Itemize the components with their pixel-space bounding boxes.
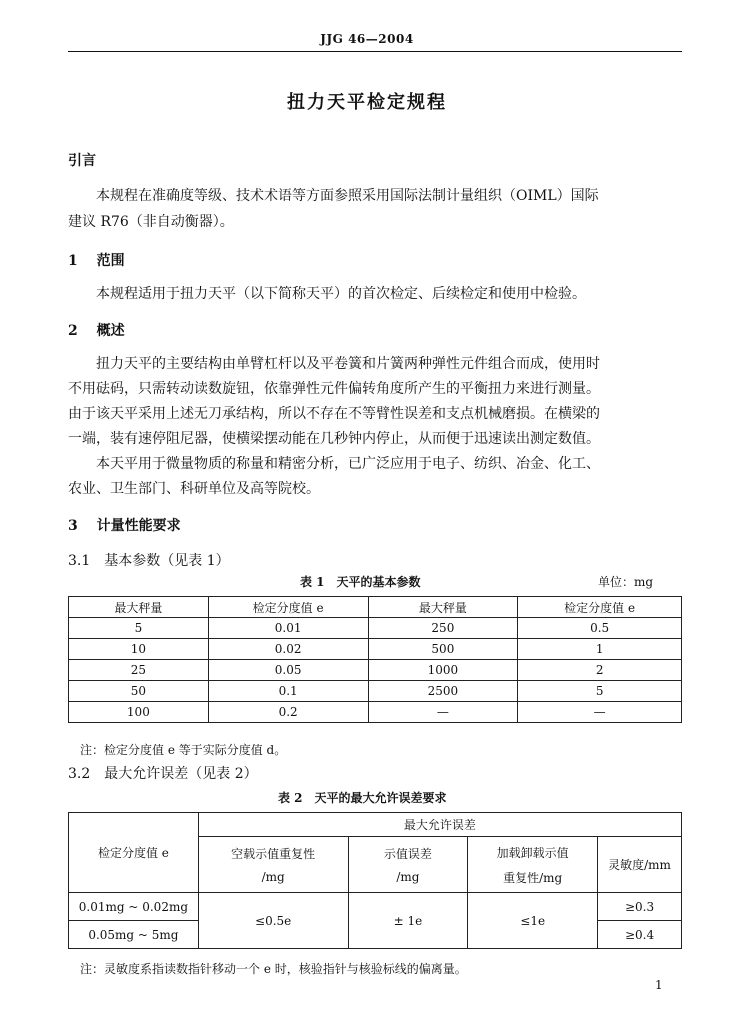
intro-heading: 引言	[68, 153, 96, 169]
table-row	[69, 813, 682, 837]
table-2-note: 注：灵敏度系指读数指针移动一个 e 时，核验指针与核验标线的偏离量。	[80, 962, 467, 976]
table-cell: ≥0.3	[598, 893, 682, 921]
table-cell: ± 1e	[348, 893, 468, 949]
table-1-caption: 表 1 天平的基本参数	[300, 575, 421, 589]
col-2-label-line-2: /mg	[396, 870, 420, 884]
table-1-note: 注：检定分度值 e 等于实际分度值 d。	[80, 743, 287, 757]
table-cell: 500	[368, 639, 518, 660]
table-cell: 50	[69, 681, 209, 702]
subsection-3-2: 3.2 最大允许误差（见表 2）	[68, 766, 258, 782]
col-1-label-line-1: 空载示值重复性	[231, 847, 316, 861]
table-header-cell: 检定分度值 e	[69, 813, 199, 893]
intro-line-1: 本规程在准确度等级、技术术语等方面参照采用国际法制计量组织（OIML）国际	[96, 188, 599, 204]
table-cell: 0.2	[208, 702, 368, 723]
table-1	[68, 596, 682, 723]
table-2	[68, 812, 682, 949]
table-row	[69, 660, 682, 681]
section-2-line-5: 本天平用于微量物质的称量和精密分析，已广泛应用于电子、纺织、冶金、化工、	[96, 456, 600, 472]
col-3-label-line-1: 加载卸载示值	[496, 845, 569, 860]
table-cell: 10	[69, 639, 209, 660]
section-2-title: 概述	[96, 323, 125, 339]
section-2-line-4: 一端，装有速停阻尼器，使横梁摆动能在几秒钟内停止，从而便于迅速读出测定数值。	[68, 431, 600, 447]
section-3-heading	[68, 515, 181, 535]
table-cell: ≥0.4	[598, 921, 682, 949]
table-row	[69, 893, 682, 921]
table-cell: 0.05mg ~ 5mg	[69, 921, 199, 949]
table-cell: 100	[69, 702, 209, 723]
table-1-unit: 单位：mg	[598, 575, 654, 589]
table-header-cell	[198, 837, 348, 893]
section-2-number: 2	[68, 323, 78, 339]
table-header-cell: 最大秤量	[69, 597, 209, 618]
section-3-number: 3	[68, 518, 78, 534]
header-rule	[68, 51, 682, 52]
table-cell: 1	[518, 639, 682, 660]
table-cell: 0.01	[208, 618, 368, 639]
running-header: JJG 46—2004	[320, 32, 414, 46]
section-1-title: 范围	[96, 253, 125, 269]
table-cell: 0.5	[518, 618, 682, 639]
table-header-cell: 灵敏度/mm	[598, 837, 682, 893]
table-cell: 2	[518, 660, 682, 681]
table-cell: 0.05	[208, 660, 368, 681]
section-2-line-2: 不用砝码，只需转动读数旋钮，依靠弹性元件偏转角度所产生的平衡扭力来进行测量。	[68, 381, 600, 397]
section-2-line-1: 扭力天平的主要结构由单臂杠杆以及平卷簧和片簧两种弹性元件组合而成，使用时	[96, 356, 600, 372]
table-header-cell: 最大允许误差	[198, 813, 681, 837]
table-cell: —	[518, 702, 682, 723]
table-2-caption: 表 2 天平的最大允许误差要求	[278, 791, 447, 805]
table-cell: —	[368, 702, 518, 723]
table-row	[69, 702, 682, 723]
table-header-cell: 检定分度值 e	[208, 597, 368, 618]
table-header-cell: 最大秤量	[368, 597, 518, 618]
table-cell: 0.1	[208, 681, 368, 702]
table-cell: 25	[69, 660, 209, 681]
table-row	[69, 618, 682, 639]
table-cell: 5	[69, 618, 209, 639]
section-2-line-3: 由于该天平采用上述无刀承结构，所以不存在不等臂性误差和支点机械磨损。在横梁的	[68, 406, 600, 422]
col-2-label-line-1: 示值误差	[383, 847, 432, 861]
table-cell: 5	[518, 681, 682, 702]
table-row	[69, 639, 682, 660]
section-1-number: 1	[68, 253, 78, 269]
intro-line-2: 建议 R76（非自动衡器）。	[68, 214, 234, 230]
table-cell: 250	[368, 618, 518, 639]
table-cell: 2500	[368, 681, 518, 702]
section-2-line-6: 农业、卫生部门、科研单位及高等院校。	[68, 481, 320, 497]
table-row	[69, 681, 682, 702]
section-1-heading	[68, 250, 125, 270]
table-header-cell	[468, 837, 598, 893]
document-title: 扭力天平检定规程	[287, 92, 447, 113]
table-cell: ≤1e	[468, 893, 598, 949]
table-cell: ≤0.5e	[198, 893, 348, 949]
section-3-title: 计量性能要求	[96, 518, 181, 534]
table-cell: 0.02	[208, 639, 368, 660]
table-cell: 0.01mg ~ 0.02mg	[69, 893, 199, 921]
col-1-label-line-2: /mg	[261, 870, 285, 884]
subsection-3-1: 3.1 基本参数（见表 1）	[68, 553, 230, 569]
section-1-text: 本规程适用于扭力天平（以下简称天平）的首次检定、后续检定和使用中检验。	[96, 286, 586, 302]
page-number: 1	[655, 978, 663, 992]
table-header-cell: 检定分度值 e	[518, 597, 682, 618]
section-2-heading	[68, 320, 125, 340]
table-header-cell	[348, 837, 468, 893]
col-3-label-line-2: 重复性/mg	[503, 870, 563, 885]
table-cell: 1000	[368, 660, 518, 681]
table-row	[69, 597, 682, 618]
